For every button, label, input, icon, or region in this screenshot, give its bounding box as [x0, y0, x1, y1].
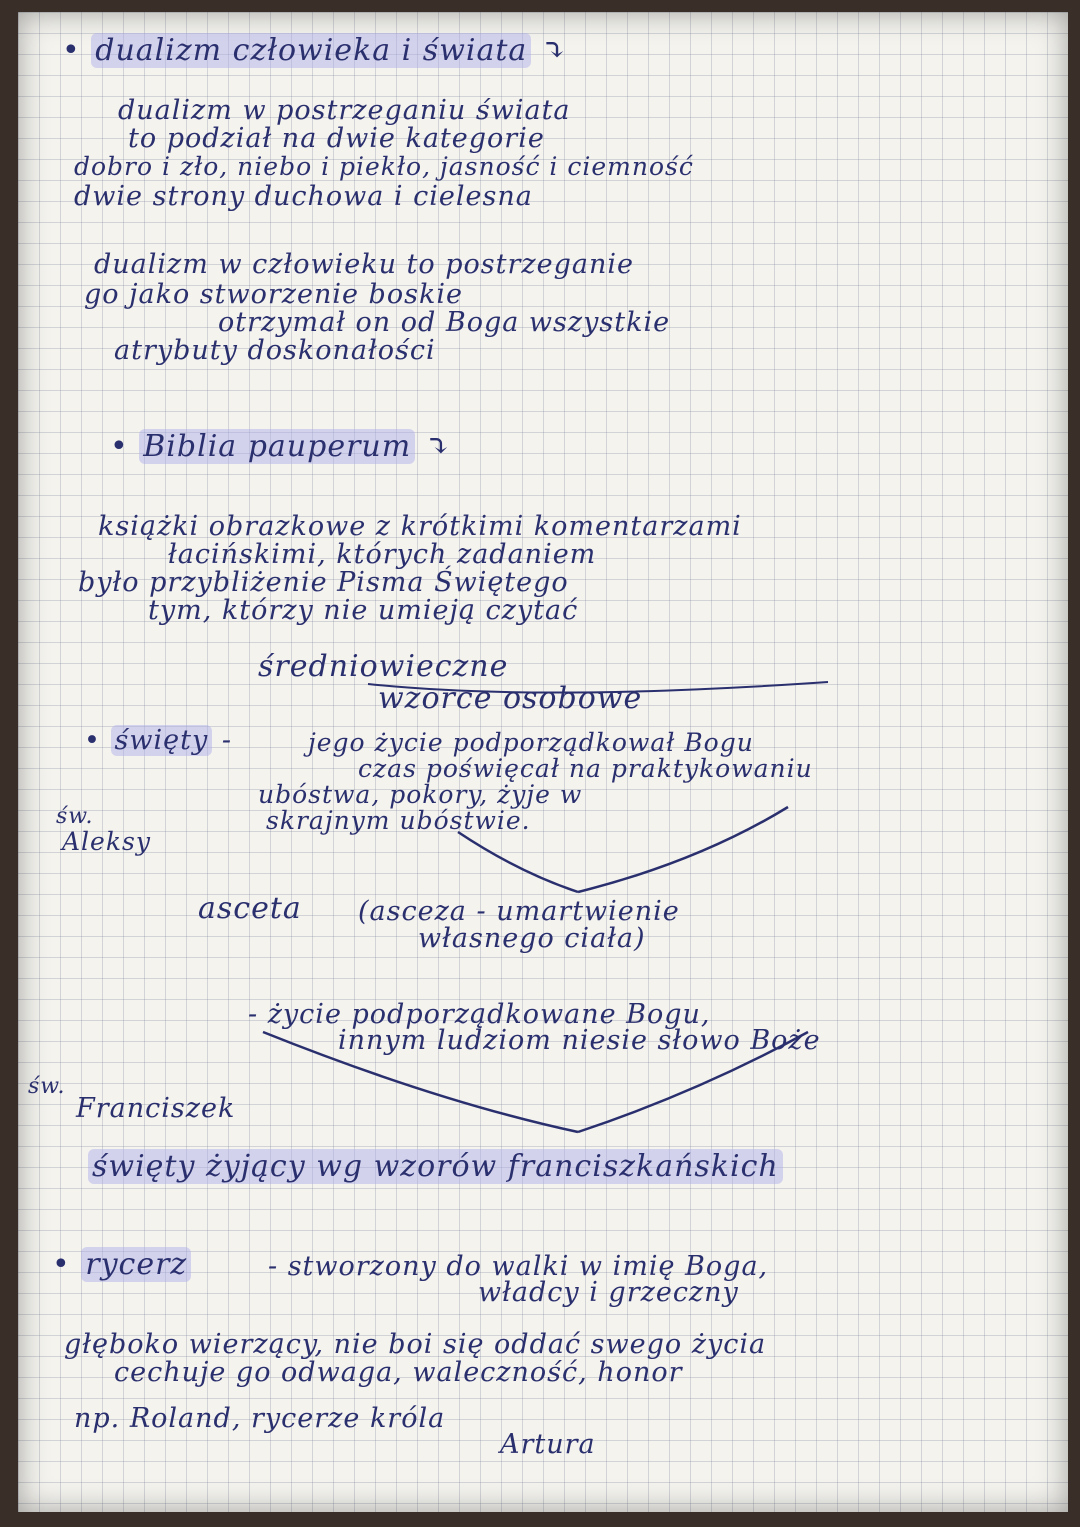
s1-line2-1: dualizm w człowieku to postrzeganie: [94, 249, 634, 280]
francis-result: [88, 1149, 783, 1184]
bullet: •: [52, 1247, 71, 1282]
section1-title: dualizm człowieka i świata: [91, 33, 531, 68]
saint-line-2: czas poświęcał na praktykowaniu: [358, 754, 813, 783]
knight-line-3: głęboko wierzący, nie boi się oddać swego życia: [64, 1329, 767, 1360]
s1-line-2: to podział na dwie kategorie: [128, 123, 545, 154]
saint-label: święty: [111, 725, 213, 756]
dash: -: [221, 725, 232, 756]
saint-heading: [84, 726, 232, 756]
knight-heading: [52, 1247, 191, 1282]
knight-line-2: władcy i grzeczny: [478, 1277, 739, 1308]
life-line-2: innym ludziom niesie słowo Boże: [338, 1025, 821, 1056]
saint-line-1: jego życie podporządkował Bogu: [308, 728, 754, 757]
francis-label-1: św.: [28, 1074, 66, 1099]
bullet: •: [84, 725, 101, 756]
knight-line-5: np. Roland, rycerze króla: [74, 1403, 446, 1434]
s2-line-3: było przybliżenie Pisma Świętego: [78, 567, 569, 598]
s1-line-3: dobro i zło, niebo i piekło, jasność i ciemność: [74, 152, 694, 181]
ascetic-desc-1: (asceza - umartwienie: [358, 896, 680, 927]
connector-line-right-1: [578, 807, 788, 892]
bullet: •: [62, 33, 81, 68]
arrow-down-icon: ⤵: [541, 33, 568, 68]
s1-line-1: dualizm w postrzeganiu świata: [118, 95, 571, 126]
s2-line-1: książki obrazkowe z krótkimi komentarzami: [98, 511, 742, 542]
section2-heading: [110, 429, 452, 464]
section3-title-line2: wzorce osobowe: [378, 681, 643, 716]
section2-title: Biblia pauperum: [139, 429, 415, 464]
knight-line-1: - stworzony do walki w imię Boga,: [268, 1251, 769, 1282]
saint-line-4: skrajnym ubóstwie.: [266, 806, 531, 835]
francis-result-text: święty żyjący wg wzorów franciszkańskich: [88, 1149, 783, 1184]
bullet: •: [110, 429, 129, 464]
arrow-down-icon: ⤵: [425, 429, 452, 464]
saint-side-label-2: Aleksy: [62, 827, 151, 856]
s1-line2-4: atrybuty doskonałości: [114, 335, 436, 366]
s2-line-2: łacińskimi, których zadaniem: [168, 539, 597, 570]
saint-side-label-1: św.: [56, 804, 94, 829]
s1-line2-2: go jako stworzenie boskie: [84, 279, 463, 310]
connector-line-left-1: [458, 832, 578, 892]
s2-line-4: tym, którzy nie umieją czytać: [148, 595, 579, 626]
s1-line-4: dwie strony duchowa i cielesna: [74, 181, 533, 212]
saint-line-3: ubóstwa, pokory, żyje w: [258, 780, 583, 809]
knight-label: rycerz: [81, 1247, 191, 1282]
s1-line2-3: otrzymał on od Boga wszystkie: [218, 307, 671, 338]
section3-title-line1: średniowieczne: [258, 649, 509, 684]
ascetic-label: asceta: [198, 891, 302, 926]
knight-line-4: cechuje go odwaga, waleczność, honor: [114, 1357, 683, 1388]
francis-label-2: Franciszek: [76, 1093, 236, 1124]
life-line-1: - życie podporządkowane Bogu,: [248, 999, 711, 1030]
knight-line-6: Artura: [500, 1429, 596, 1460]
ascetic-desc-2: własnego ciała): [418, 923, 646, 954]
section1-heading: [62, 33, 568, 68]
notebook-page: [18, 12, 1068, 1512]
